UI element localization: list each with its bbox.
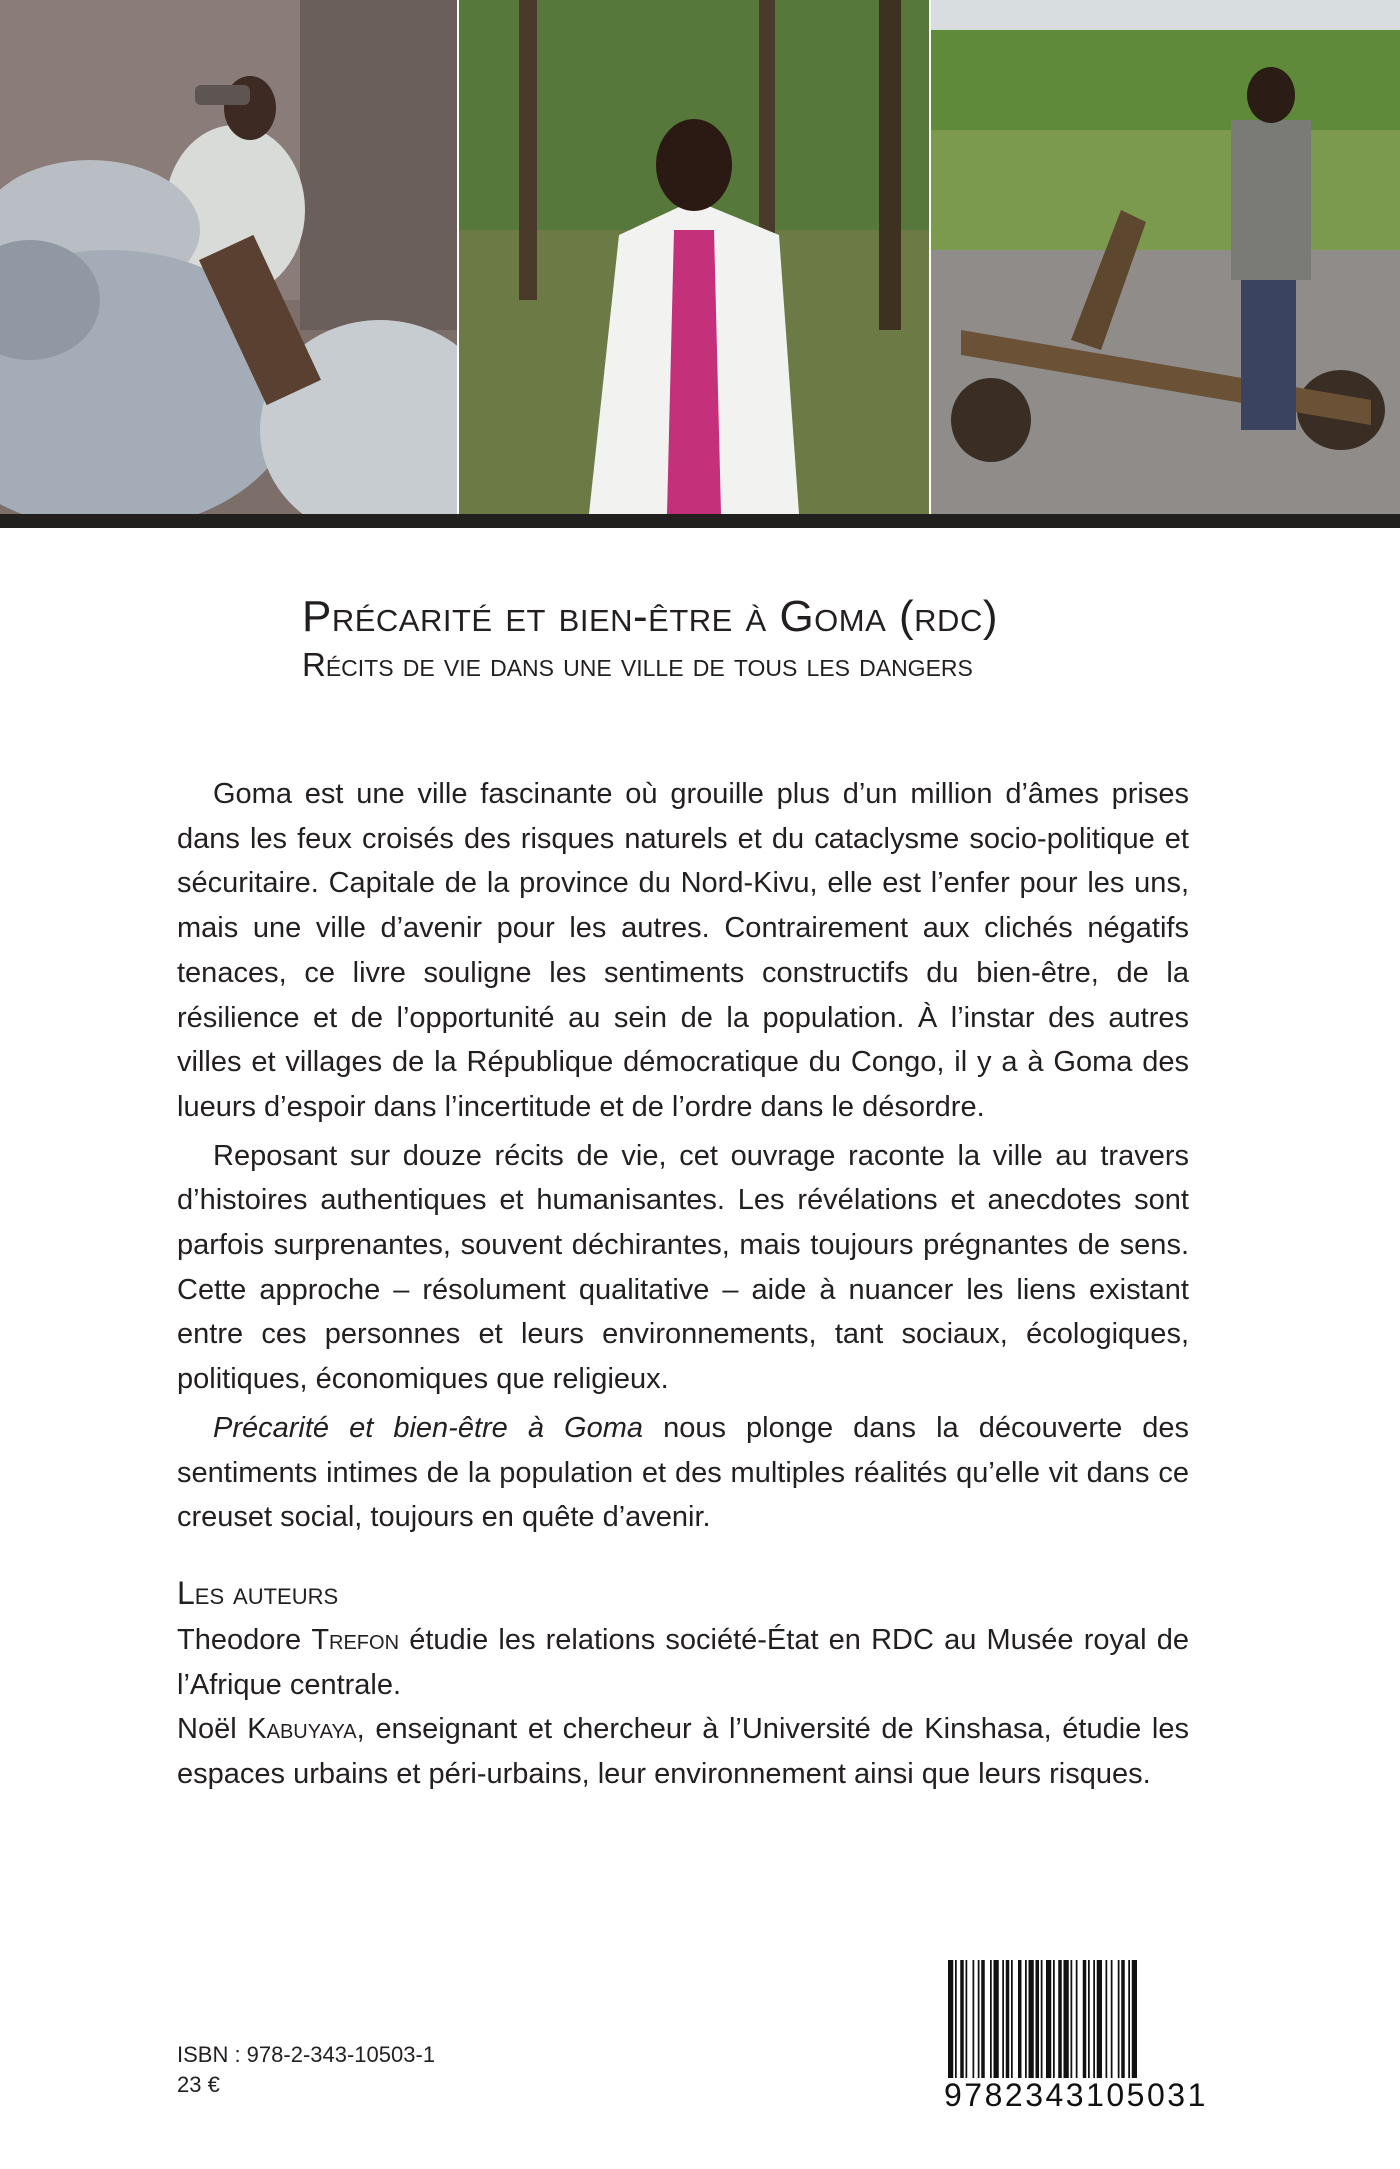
photo-wooden-chukudu xyxy=(931,0,1400,514)
barcode-bar xyxy=(1053,1960,1055,2078)
barcode-bar xyxy=(1083,1960,1087,2078)
isbn-block xyxy=(177,2040,435,2100)
author-1-first-name: Theodore xyxy=(177,1624,312,1656)
barcode-bar xyxy=(978,1960,980,2078)
barcode-bar xyxy=(948,1960,953,2078)
barcode-bar xyxy=(1118,1960,1120,2078)
blurb-paragraph-3 xyxy=(177,1406,1189,1540)
authors-heading: Les auteurs xyxy=(177,1575,339,1611)
barcode-bar xyxy=(1046,1960,1051,2078)
barcode-bars xyxy=(944,1960,1194,2078)
cover-photo-strip xyxy=(0,0,1400,514)
author-2-bio xyxy=(177,1707,1189,1796)
authors-section xyxy=(177,1570,1189,1797)
author-1-last-name: Trefon xyxy=(311,1624,400,1656)
blurb-italic-title: Précarité et bien-être à Goma xyxy=(213,1411,644,1444)
barcode-bar xyxy=(1132,1960,1137,2078)
price: 23 € xyxy=(177,2072,220,2097)
barcode-bar xyxy=(960,1960,964,2078)
book-subtitle: Récits de vie dans une ville de tous les dangers xyxy=(302,646,973,683)
barcode-bar xyxy=(1025,1960,1027,2078)
author-2-description: , enseignant et chercheur à l’Université de Kinshasa, étudie les espaces urbains et péri-urbains, leur environnement ainsi que leurs risques. xyxy=(177,1713,1189,1791)
blurb xyxy=(177,772,1189,1544)
barcode-bar xyxy=(1029,1960,1034,2078)
barcode-bar xyxy=(1041,1960,1043,2078)
author-1-description: étudie les relations société-État en RDC au Musée royal de l’Afrique centrale. xyxy=(177,1624,1189,1701)
barcode-bar xyxy=(1036,1960,1040,2078)
barcode-bar xyxy=(1093,1960,1095,2078)
barcode-bar xyxy=(1071,1960,1073,2078)
blurb-paragraph-3-text: nous plonge dans la découverte des sentiments intimes de la population et des multiples réalités qu’elle vit dans ce creuset social, toujours en quête d’avenir. xyxy=(177,1411,1190,1534)
author-2-first-name: Noël xyxy=(177,1713,248,1746)
barcode-bar xyxy=(1121,1960,1125,2078)
barcode-bar xyxy=(990,1960,992,2078)
barcode-bar xyxy=(1064,1960,1069,2078)
barcode-bar xyxy=(955,1960,957,2078)
author-1-bio xyxy=(177,1618,1189,1707)
photo-charcoal-vendor xyxy=(0,0,457,514)
barcode-bar xyxy=(1106,1960,1108,2078)
barcode-bar xyxy=(981,1960,985,2078)
barcode-bar xyxy=(1011,1960,1013,2078)
title-block xyxy=(302,590,1202,686)
book-title: Précarité et bien-être à Goma (rdc) xyxy=(302,592,998,641)
barcode-bar xyxy=(1076,1960,1078,2078)
dark-divider-band xyxy=(0,514,1400,528)
barcode-bar xyxy=(1002,1960,1004,2078)
isbn-number: ISBN : 978-2-343-10503-1 xyxy=(177,2042,436,2067)
barcode-bar xyxy=(1018,1960,1022,2078)
blurb-paragraph-2: Reposant sur douze récits de vie, cet ouvrage raconte la ville au travers d’histoires authentiques et humanisantes. Les révélations et anecdotes sont parfois surprenantes, souvent déchirantes, mais toujours prégnantes de sens. Cette approche – résolument qualitative – aide à nuancer les liens existant entre ces personnes et leurs environnements, tant sociaux, écologiques, politiques, économiques que religieux. xyxy=(177,1139,1189,1396)
barcode-bar xyxy=(1006,1960,1010,2078)
barcode-bar xyxy=(966,1960,968,2078)
barcode-bar xyxy=(973,1960,975,2078)
blurb-paragraph-1: Goma est une ville fascinante où grouille plus d’un million d’âmes prises dans les feux croisés des risques naturels et du cataclysme socio-politique et sécuritaire. Capitale de la province du Nord-Kivu, elle est l’enfer pour les uns, mais une ville d’avenir pour les autres. Contrairement aux clichés négatifs tenaces, ce livre souligne les sentiments constructifs du bien-être, de la résilience et de l’opportunité au sein de la population. À l’instar des autres villes et villages de la République démocratique du Congo, il y a à Goma des lueurs d’espoir dans l’incertitude et de l’ordre dans le désordre. xyxy=(177,778,1189,1123)
barcode-number: 9782343105031 xyxy=(944,2077,1208,2113)
barcode-bar xyxy=(1088,1960,1090,2078)
barcode-bar xyxy=(994,1960,999,2078)
author-2-last-name: Kabuyaya xyxy=(247,1713,357,1746)
photo-woman-lab-coat xyxy=(459,0,929,514)
barcode-bar xyxy=(1111,1960,1113,2078)
barcode-bar xyxy=(1058,1960,1062,2078)
barcode-bar xyxy=(1097,1960,1102,2078)
barcode-bar xyxy=(1128,1960,1130,2078)
